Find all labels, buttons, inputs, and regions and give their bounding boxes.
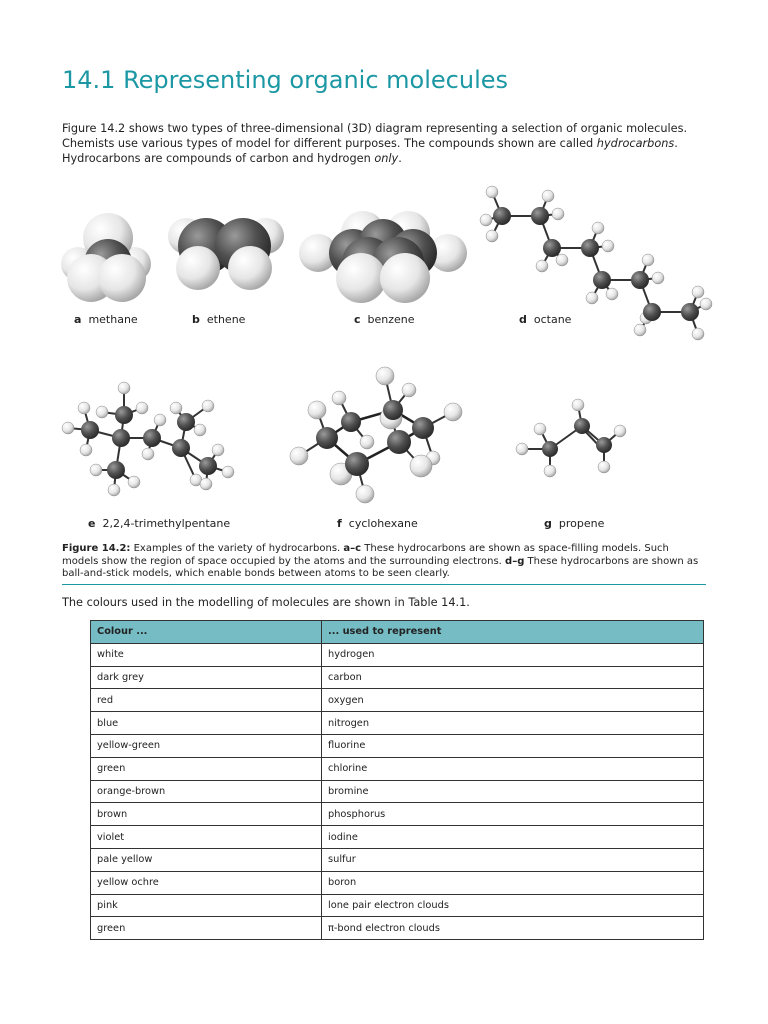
label-ethene: b ethene xyxy=(192,313,246,326)
table-row xyxy=(91,894,704,917)
represents-cell: hydrogen xyxy=(322,643,704,666)
represents-cell: nitrogen xyxy=(322,712,704,735)
header-colour: Colour ... xyxy=(91,621,322,644)
represents-cell: iodine xyxy=(322,826,704,849)
table-row xyxy=(91,917,704,940)
colour-cell: violet xyxy=(91,826,322,849)
header-represents: ... used to represent xyxy=(322,621,704,644)
table-row xyxy=(91,780,704,803)
table-row xyxy=(91,666,704,689)
colour-cell: blue xyxy=(91,712,322,735)
colour-cell: pale yellow xyxy=(91,848,322,871)
table-row xyxy=(91,848,704,871)
colour-cell: pink xyxy=(91,894,322,917)
represents-cell: lone pair electron clouds xyxy=(322,894,704,917)
hydrocarbons-term: hydrocarbons xyxy=(596,137,675,150)
table-row xyxy=(91,712,704,735)
propene-model xyxy=(508,395,633,475)
page-title: 14.1 Representing organic molecules xyxy=(62,66,509,94)
table-row xyxy=(91,689,704,712)
colour-cell: orange-brown xyxy=(91,780,322,803)
colour-cell: red xyxy=(91,689,322,712)
colour-table xyxy=(90,620,704,940)
represents-cell: carbon xyxy=(322,666,704,689)
label-trimethylpentane: e 2,2,4-trimethylpentane xyxy=(88,517,231,530)
represents-cell: oxygen xyxy=(322,689,704,712)
represents-cell: phosphorus xyxy=(322,803,704,826)
table-header-row xyxy=(91,621,704,644)
table-row xyxy=(91,757,704,780)
label-propene: g propene xyxy=(544,517,605,530)
colour-cell: green xyxy=(91,757,322,780)
represents-cell: π-bond electron clouds xyxy=(322,917,704,940)
represents-cell: fluorine xyxy=(322,734,704,757)
represents-cell: bromine xyxy=(322,780,704,803)
caption-divider xyxy=(62,584,706,585)
benzene-model xyxy=(298,208,473,308)
label-cyclohexane: f cyclohexane xyxy=(337,517,418,530)
table-row xyxy=(91,734,704,757)
colour-cell: dark grey xyxy=(91,666,322,689)
methane-model xyxy=(58,208,158,308)
colour-cell: green xyxy=(91,917,322,940)
represents-cell: sulfur xyxy=(322,848,704,871)
label-octane: d octane xyxy=(519,313,572,326)
table-row xyxy=(91,643,704,666)
table-row xyxy=(91,871,704,894)
cyclohexane-model xyxy=(285,362,465,507)
represents-cell: chlorine xyxy=(322,757,704,780)
only-emphasis: only xyxy=(374,152,399,165)
table-intro: The colours used in the modelling of molecules are shown in Table 14.1. xyxy=(62,596,470,609)
intro-paragraph: Figure 14.2 shows two types of three-dimensional (3D) diagram representing a selection of organic molecules. Chemists use various types of model for different purposes. The compounds shown are called hydrocarbons. Hydrocarbons are compounds of carbon and hydrogen only. xyxy=(62,122,688,165)
octane-model xyxy=(480,180,715,345)
table-row xyxy=(91,803,704,826)
ethene-model xyxy=(168,208,283,298)
table-row xyxy=(91,826,704,849)
trimethylpentane-model xyxy=(56,378,241,498)
represents-cell: boron xyxy=(322,871,704,894)
colour-cell: white xyxy=(91,643,322,666)
colour-cell: brown xyxy=(91,803,322,826)
label-methane: a methane xyxy=(74,313,138,326)
label-benzene: c benzene xyxy=(354,313,415,326)
figure-caption: Figure 14.2: Examples of the variety of hydrocarbons. a–c These hydrocarbons are shown as space-filling models. Such models show the region of space occupied by the atoms and the surrounding electrons. d–g These hydrocarbons are shown as ball-and-stick models, which enable bonds between atoms to be seen clearly. xyxy=(62,543,699,579)
colour-cell: yellow-green xyxy=(91,734,322,757)
colour-cell: yellow ochre xyxy=(91,871,322,894)
